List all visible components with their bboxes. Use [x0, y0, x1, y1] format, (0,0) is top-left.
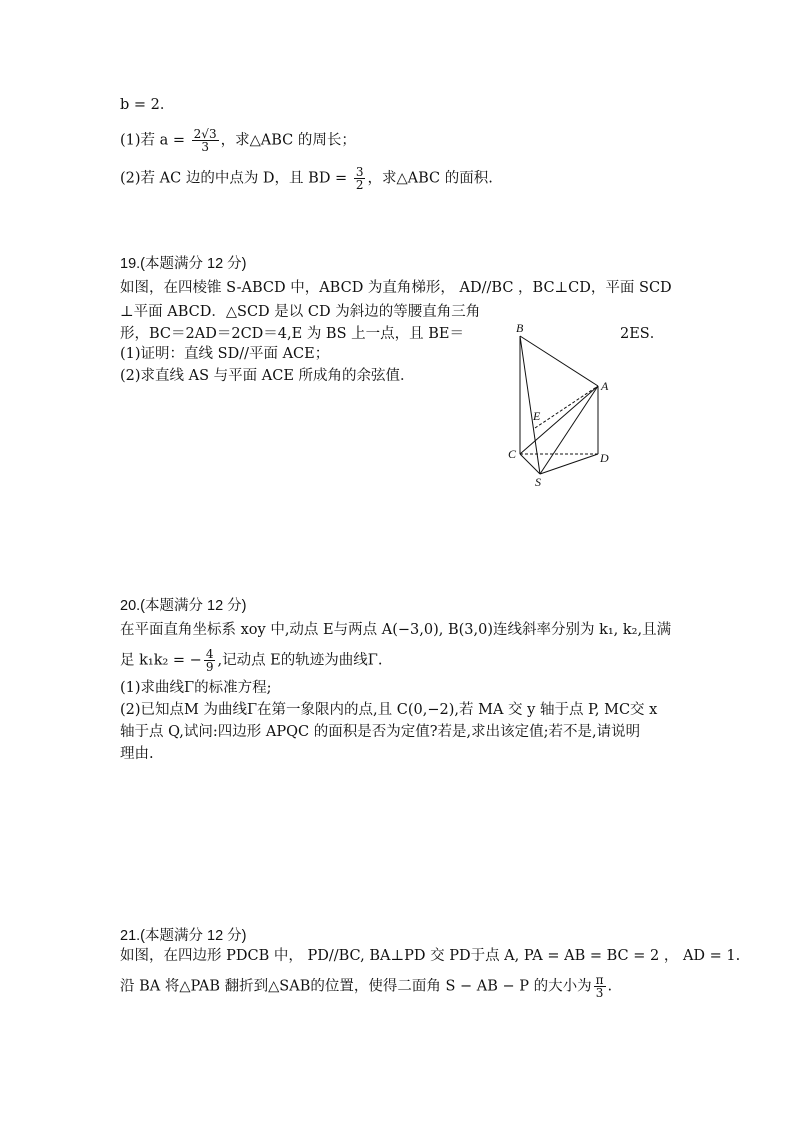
label-S: S: [535, 475, 541, 489]
label-A: A: [601, 379, 609, 393]
q21-line2-text-a: 沿 BA 将△PAB 翻折到△SAB的位置，使得二面角 S − AB − P 的大小为: [120, 978, 592, 995]
q21-line2-text-b: .: [607, 978, 613, 995]
q18-part1-text-a: (1)若 a =: [120, 132, 190, 149]
frac-denominator: 2: [355, 178, 364, 192]
q20-part2-line2: 轴于点 Q,试问:四边形 APQC 的面积是否为定值?若是,求出该定值;若不是,请说明: [120, 724, 641, 740]
label-D: D: [600, 451, 609, 465]
frac-numerator: 4: [205, 647, 214, 661]
q18-part1: [120, 128, 356, 153]
q20-part2-line3: 理由.: [120, 746, 154, 762]
q20-line2: [120, 648, 382, 673]
q18-part2-fraction: [354, 166, 366, 191]
edge-EA-dashed: [535, 386, 598, 428]
q21-line1: 如图，在四边形 PDCB 中， PD//BC, BA⊥PD 交 PD于点 A, PA = AB = BC = 2 ， AD = 1.: [120, 948, 741, 964]
label-B: B: [516, 321, 524, 335]
q19-header: 19.(本题满分 12 分): [120, 256, 247, 272]
edge-BA: [520, 336, 598, 386]
q20-line2-text-b: ,记动点 E的轨迹为曲线Γ.: [217, 652, 383, 669]
q19-line3b: 2ES．: [620, 326, 665, 342]
q18-part2-text-a: (2)若 AC 边的中点为 D，且 BD =: [120, 170, 352, 187]
q20-part1: (1)求曲线Γ的标准方程;: [120, 680, 272, 696]
frac-denominator: 3: [595, 986, 604, 1000]
q20-header: 20.(本题满分 12 分): [120, 598, 247, 614]
q19-part1: (1)证明：直线 SD//平面 ACE；: [120, 346, 330, 362]
edge-SD: [540, 454, 598, 474]
q19-pyramid-figure: [500, 318, 630, 490]
q19-part2: (2)求直线 AS 与平面 ACE 所成角的余弦值．: [120, 368, 415, 384]
q19-line1: 如图，在四棱锥 S-ABCD 中，ABCD 为直角梯形， AD//BC ，BC⊥CD，平面 SCD: [120, 280, 672, 296]
q21-line2-fraction: [594, 974, 606, 999]
edge-SA: [540, 386, 598, 474]
q20-line2-fraction: [204, 648, 216, 673]
label-C: C: [508, 447, 517, 461]
q18-part1-fraction: [192, 128, 219, 153]
q21-line2: [120, 974, 612, 999]
q18-part1-text-b: ，求△ABC 的周长；: [220, 132, 356, 149]
frac-numerator: 3: [355, 165, 364, 179]
q20-line1: 在平面直角坐标系 xoy 中,动点 E与两点 A(−3,0), B(3,0)连线斜率分别为 k₁, k₂,且满: [120, 622, 672, 638]
frac-numerator: π: [595, 973, 604, 987]
q20-part2-line1: (2)已知点M 为曲线Γ在第一象限内的点,且 C(0,−2),若 MA 交 y 轴于点 P, MC交 x: [120, 702, 658, 718]
edge-CS: [520, 454, 540, 474]
q18-given: b = 2．: [120, 97, 175, 113]
q19-line3a: 形，BC＝2AD＝2CD＝4,E 为 BS 上一点，且 BE＝: [120, 326, 464, 342]
label-E: E: [533, 409, 541, 423]
q19-line2: ⊥平面 ABCD．△SCD 是以 CD 为斜边的等腰直角三角: [120, 304, 481, 320]
frac-numerator: 2√3: [193, 127, 217, 141]
q18-part2: [120, 166, 493, 191]
q18-part2-text-b: ，求△ABC 的面积.: [367, 170, 493, 187]
q20-line2-text-a: 足 k₁k₂ = −: [120, 652, 202, 669]
q21-header: 21.(本题满分 12 分): [120, 928, 247, 944]
frac-denominator: 3: [201, 140, 209, 154]
edge-BS: [520, 336, 540, 474]
frac-denominator: 9: [205, 660, 214, 674]
